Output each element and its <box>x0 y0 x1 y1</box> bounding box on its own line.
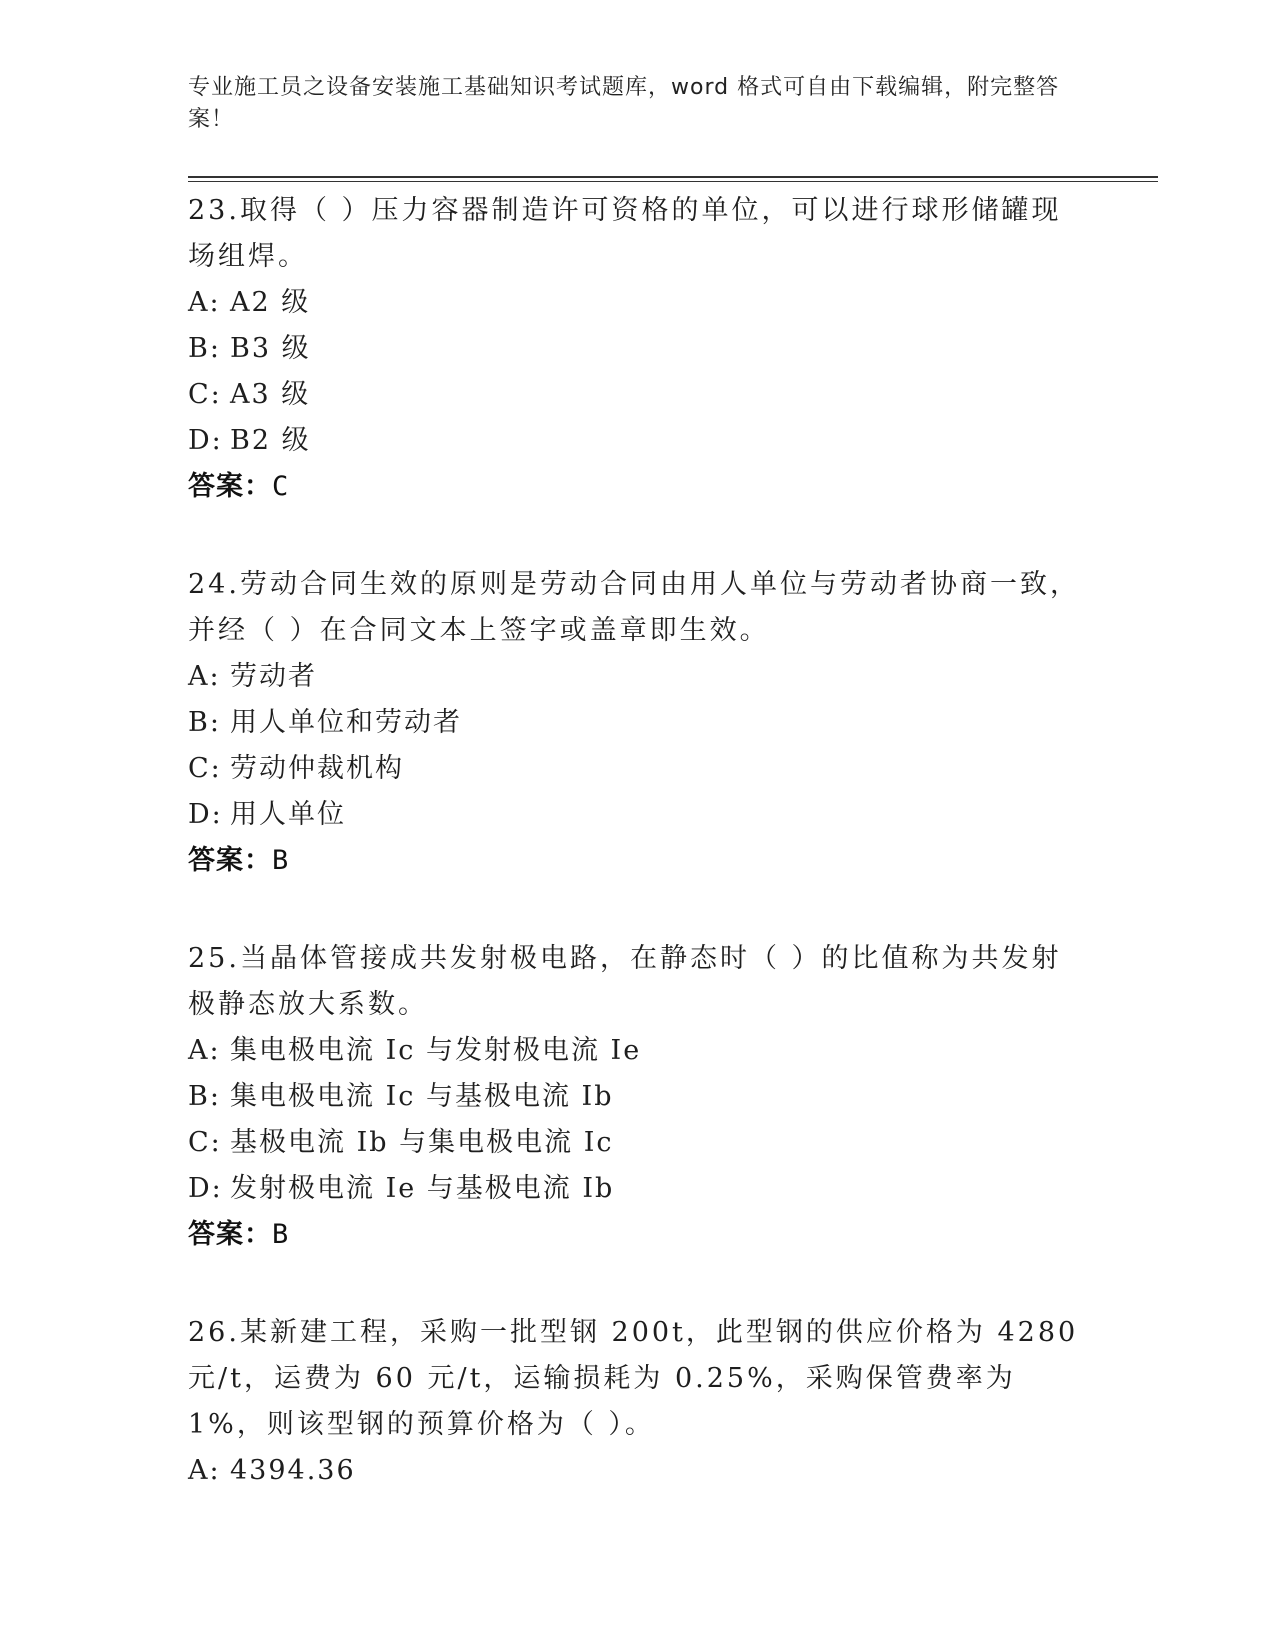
answer-line <box>188 838 1088 884</box>
option-key: A: <box>188 1455 221 1486</box>
answer-value: B <box>272 845 290 876</box>
option-key: A: <box>188 287 221 318</box>
question-23 <box>188 188 1088 510</box>
option-key: C: <box>188 379 222 410</box>
option-key: C: <box>188 753 222 784</box>
option-key: D: <box>188 799 223 830</box>
option-a <box>188 654 1088 700</box>
option-text: 发射极电流 Ie 与基极电流 Ib <box>230 1173 615 1204</box>
answer-label: 答案： <box>188 845 272 876</box>
option-b <box>188 326 1088 372</box>
answer-label: 答案： <box>188 471 272 502</box>
option-text: A2 级 <box>230 287 311 318</box>
option-key: A: <box>188 1035 221 1066</box>
answer-label: 答案： <box>188 1219 272 1250</box>
option-a <box>188 280 1088 326</box>
option-c <box>188 746 1088 792</box>
question-stem: 25.当晶体管接成共发射极电路，在静态时（ ）的比值称为共发射极静态放大系数。 <box>188 943 1062 1020</box>
option-b <box>188 1074 1088 1120</box>
document-header: 专业施工员之设备安装施工基础知识考试题库，word 格式可自由下载编辑，附完整答案！ <box>188 75 1060 132</box>
option-text: 集电极电流 Ic 与基极电流 Ib <box>230 1081 614 1112</box>
option-text: B2 级 <box>230 425 311 456</box>
answer-line <box>188 1212 1088 1258</box>
question-stem: 23.取得（ ）压力容器制造许可资格的单位，可以进行球形储罐现场组焊。 <box>188 195 1062 272</box>
question-25 <box>188 936 1088 1258</box>
option-d <box>188 418 1088 464</box>
option-text: A3 级 <box>230 379 311 410</box>
question-stem: 24.劳动合同生效的原则是劳动合同由用人单位与劳动者协商一致，并经（ ）在合同文本上签字或盖章即生效。 <box>188 569 1080 646</box>
question-24 <box>188 562 1088 884</box>
option-text: 劳动者 <box>230 661 317 692</box>
option-key: D: <box>188 425 223 456</box>
option-key: A: <box>188 661 221 692</box>
question-list <box>188 188 1088 1546</box>
question-stem: 26.某新建工程，采购一批型钢 200t，此型钢的供应价格为 4280 元/t，运费为 60 元/t，运输损耗为 0.25%，采购保管费率为 1%，则该型钢的预算价格为（ ）。 <box>188 1317 1079 1440</box>
option-key: B: <box>188 1081 221 1112</box>
answer-value: C <box>272 471 290 502</box>
answer-value: B <box>272 1219 290 1250</box>
option-key: D: <box>188 1173 223 1204</box>
option-text: 用人单位和劳动者 <box>230 707 462 738</box>
option-text: 用人单位 <box>230 799 346 830</box>
option-key: C: <box>188 1127 222 1158</box>
option-key: B: <box>188 707 221 738</box>
option-text: 4394.36 <box>230 1455 356 1486</box>
option-b <box>188 700 1088 746</box>
option-a <box>188 1448 1088 1494</box>
option-text: 基极电流 Ib 与集电极电流 Ic <box>230 1127 614 1158</box>
option-a <box>188 1028 1088 1074</box>
option-text: B3 级 <box>230 333 311 364</box>
answer-line <box>188 464 1088 510</box>
option-key: B: <box>188 333 221 364</box>
option-text: 劳动仲裁机构 <box>230 753 404 784</box>
option-text: 集电极电流 Ic 与发射极电流 Ie <box>230 1035 642 1066</box>
header-divider-thick <box>188 176 1158 178</box>
option-d <box>188 792 1088 838</box>
question-26 <box>188 1310 1088 1494</box>
option-c <box>188 372 1088 418</box>
header-divider-thin <box>188 181 1158 182</box>
option-d <box>188 1166 1088 1212</box>
option-c <box>188 1120 1088 1166</box>
